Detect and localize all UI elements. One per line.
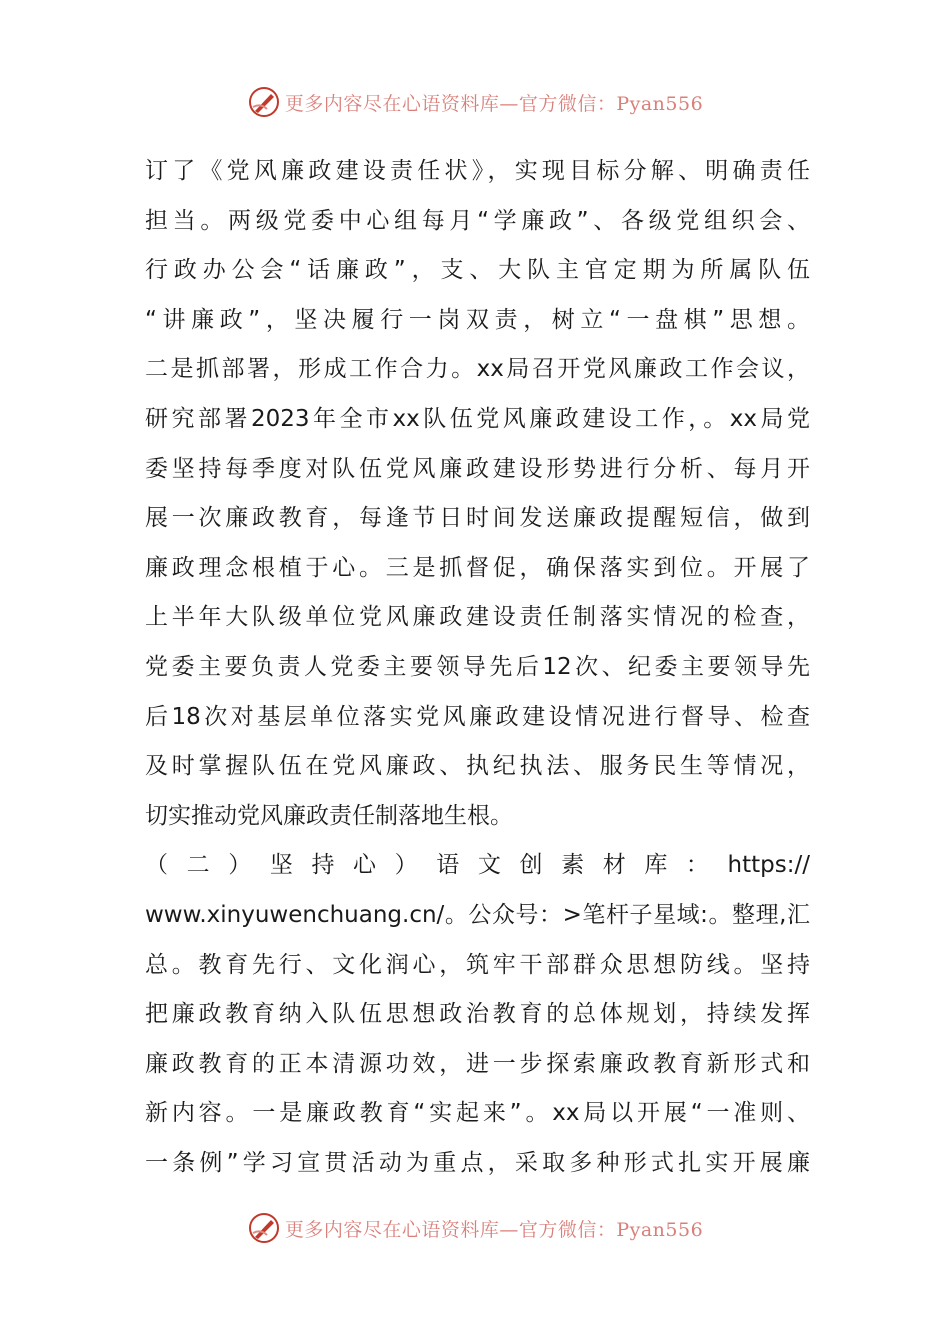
- body-line: 把廉政教育纳入队伍思想政治教育的总体规划，持续发挥: [145, 1001, 810, 1028]
- body-line: “讲廉政”，坚决履行一岗双责，树立“一盘棋”思想。: [145, 306, 810, 333]
- footer-banner: [0, 1208, 950, 1248]
- body-line: 研究部署2023年全市xx队伍党风廉政建设工作，。xx局党: [145, 405, 810, 432]
- header-banner: [0, 82, 950, 122]
- document-body: [145, 147, 810, 1188]
- body-line: 二是抓部署，形成工作合力。xx局召开党风廉政工作会议，: [145, 356, 810, 383]
- body-line: 一条例”学习宣贯活动为重点，采取多种形式扎实开展廉: [145, 1149, 810, 1176]
- header-banner-text: 更多内容尽在心语资料库—官方微信：Pyan556: [284, 92, 704, 115]
- body-line: 上半年大队级单位党风廉政建设责任制落实情况的检查，: [145, 604, 810, 631]
- body-line: 廉政理念根植于心。三是抓督促，确保落实到位。开展了: [145, 554, 810, 581]
- body-line: 党委主要负责人党委主要领导先后12次、纪委主要领导先: [145, 653, 810, 680]
- body-line: 担当。两级党委中心组每月“学廉政”、各级党组织会、: [145, 207, 810, 234]
- body-line: 行政办公会“话廉政”，支、大队主官定期为所属队伍: [145, 257, 810, 284]
- body-line: 展一次廉政教育，每逢节日时间发送廉政提醒短信，做到: [145, 505, 810, 532]
- body-line: 及时掌握队伍在党风廉政、执纪执法、服务民生等情况，: [145, 753, 810, 780]
- body-line: 总。教育先行、文化润心，筑牢干部群众思想防线。坚持: [145, 951, 810, 978]
- body-line: 廉政教育的正本清源功效，进一步探索廉政教育新形式和: [145, 1050, 810, 1077]
- pen-logo-icon: [247, 1211, 281, 1245]
- body-line: 后18次对基层单位落实党风廉政建设情况进行督导、检查: [145, 703, 810, 730]
- pen-logo-icon: [247, 85, 281, 119]
- footer-banner-text: 更多内容尽在心语资料库—官方微信：Pyan556: [284, 1218, 704, 1241]
- body-line: 切实推动党风廉政责任制落地生根。: [145, 802, 513, 829]
- body-line: （二）坚持心）语文创素材库：https://: [145, 852, 810, 879]
- body-line: 订了《党风廉政建设责任状》，实现目标分解、明确责任: [145, 158, 810, 184]
- body-line: www.xinyuwenchuang.cn/。公众号：>笔杆子星域:。整理,汇: [145, 901, 810, 928]
- body-line: 委坚持每季度对队伍党风廉政建设形势进行分析、每月开: [145, 455, 810, 482]
- body-line: 新内容。一是廉政教育“实起来”。xx局以开展“一准则、: [145, 1100, 810, 1127]
